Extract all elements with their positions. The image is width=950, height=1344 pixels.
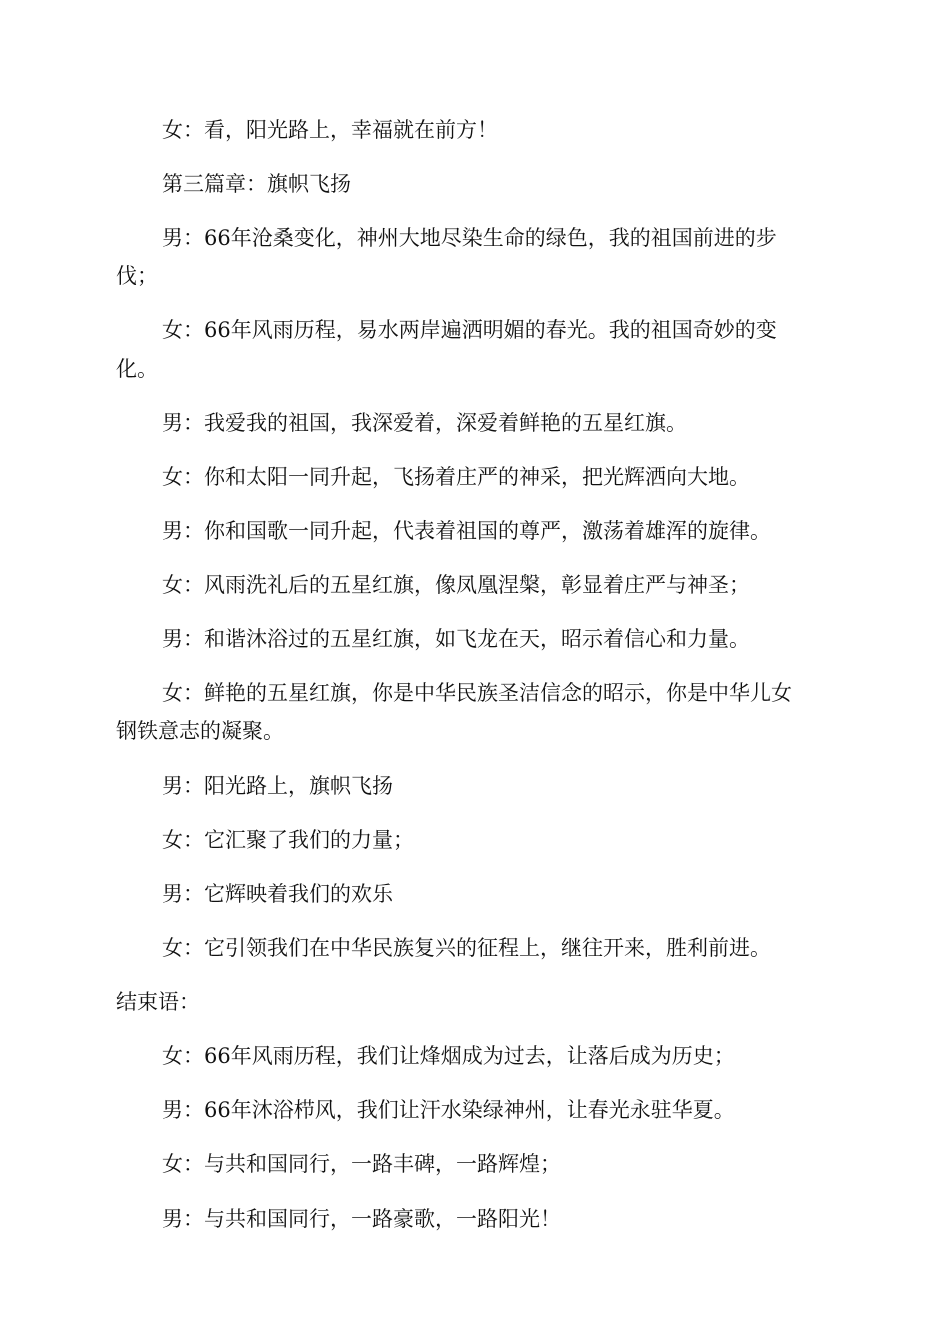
dialogue-line: 女：66年风雨历程，易水两岸遍洒明媚的春光。我的祖国奇妙的变 [162,318,777,342]
dialogue-line: 女：66年风雨历程，我们让烽烟成为过去，让落后成为历史； [162,1044,735,1068]
dialogue-line: 男：66年沐浴栉风，我们让汗水染绿神州，让春光永驻华夏。 [162,1098,735,1122]
dialogue-line: 男：和谐沐浴过的五星红旗，如飞龙在天，昭示着信心和力量。 [162,627,750,651]
dialogue-line: 女：它引领我们在中华民族复兴的征程上，继往开来，胜利前进。 [162,936,771,960]
dialogue-line: 男：与共和国同行，一路豪歌，一路阳光！ [162,1207,561,1231]
dialogue-line: 男：阳光路上，旗帜飞扬 [162,774,393,798]
dialogue-line: 女：看，阳光路上，幸福就在前方！ [162,118,498,142]
dialogue-line-continuation: 化。 [116,357,158,381]
dialogue-line: 男：我爱我的祖国，我深爱着，深爱着鲜艳的五星红旗。 [162,411,687,435]
dialogue-line-continuation: 伐； [116,264,158,288]
dialogue-line-continuation: 钢铁意志的凝聚。 [116,719,284,743]
dialogue-line: 女：风雨洗礼后的五星红旗，像凤凰涅槃，彰显着庄严与神圣； [162,573,750,597]
dialogue-line: 男：它辉映着我们的欢乐 [162,882,393,906]
chapter-heading: 第三篇章：旗帜飞扬 [162,172,351,196]
dialogue-line: 女：它汇聚了我们的力量； [162,828,414,852]
dialogue-line: 女：你和太阳一同升起，飞扬着庄严的神采，把光辉洒向大地。 [162,465,750,489]
dialogue-line: 男：66年沧桑变化，神州大地尽染生命的绿色，我的祖国前进的步 [162,226,777,250]
section-heading: 结束语： [116,990,200,1014]
dialogue-line: 女：与共和国同行，一路丰碑，一路辉煌； [162,1152,561,1176]
dialogue-line: 女：鲜艳的五星红旗，你是中华民族圣洁信念的昭示，你是中华儿女 [162,681,792,705]
dialogue-line: 男：你和国歌一同升起，代表着祖国的尊严，激荡着雄浑的旋律。 [162,519,771,543]
